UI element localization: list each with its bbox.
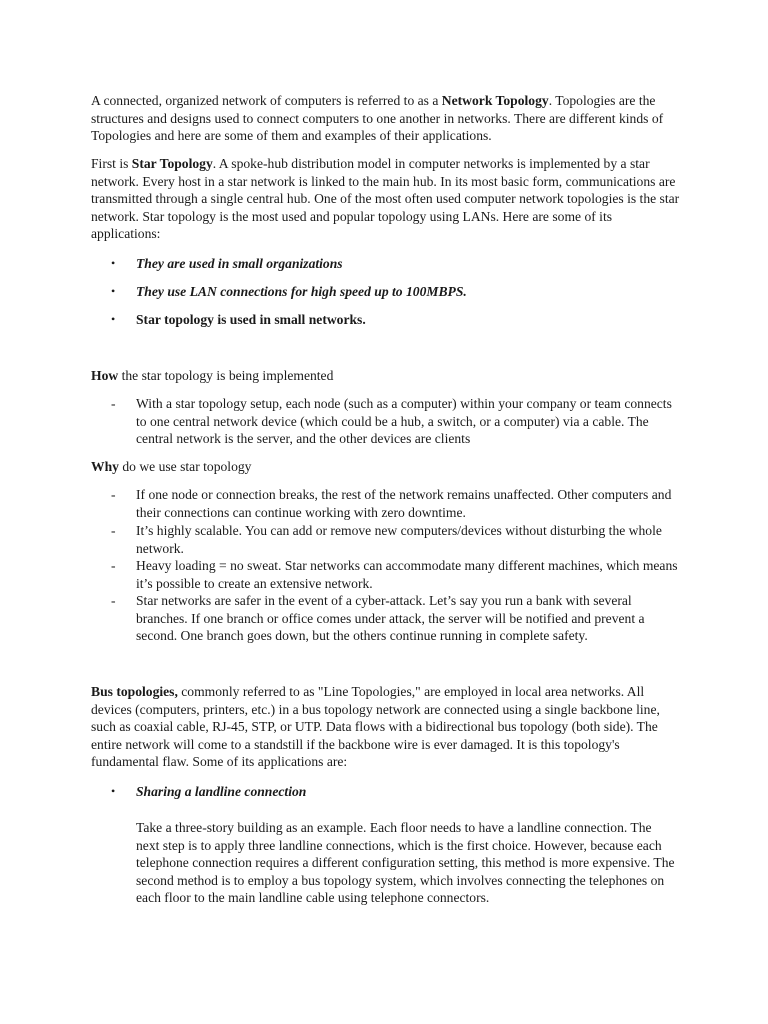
bullet-icon: • — [111, 784, 116, 798]
star-text-before: First is — [91, 156, 132, 171]
star-bullet-text: They use LAN connections for high speed up to 100MBPS. — [136, 284, 467, 299]
intro-text-after: . Topologies are the structures and designs used to connect computers to one another in networks. There are different kinds of Topologies and here are some of them and examples of their applications. — [91, 93, 664, 143]
why-heading-rest: do we use star topology — [118, 459, 252, 474]
why-item-text: If one node or connection breaks, the rest of the network remains unaffected. Other computers and their connections can continue working with zero downtime. — [136, 487, 672, 520]
why-dash-item — [91, 557, 681, 592]
star-bold-term: Star Topology — [131, 156, 213, 171]
dash-marker: - — [111, 558, 116, 573]
bus-paragraph — [91, 683, 681, 771]
why-bold-word: Why — [91, 459, 119, 474]
why-item-text: Heavy loading = no sweat. Star networks can accommodate many different machines, which means it’s possible to create an extensive network. — [136, 558, 678, 591]
why-dash-item — [91, 592, 681, 645]
bus-bullet-text: Sharing a landline connection — [136, 784, 307, 799]
how-bold-word: How — [91, 368, 119, 383]
why-dash-item — [91, 486, 681, 521]
how-item-text: With a star topology setup, each node (such as a computer) within your company or team connects to one central network device (which could be a hub, a switch, or a computer) via a cable. The central network is the server, and the other devices are clients — [136, 396, 672, 446]
star-bullet-text: Star topology is used in small networks. — [136, 312, 366, 327]
why-item-text: It’s highly scalable. You can add or remove new computers/devices without disturbing the whole network. — [136, 523, 662, 556]
how-heading-rest: the star topology is being implemented — [118, 368, 334, 383]
intro-paragraph — [91, 92, 681, 145]
star-paragraph — [91, 155, 681, 243]
star-bullet-text: They are used in small organizations — [136, 256, 343, 271]
intro-text-before: A connected, organized network of computers is referred to as a — [91, 93, 442, 108]
bullet-icon: • — [111, 256, 116, 270]
bullet-icon: • — [111, 312, 116, 326]
dash-marker: - — [111, 593, 116, 608]
how-heading — [91, 367, 681, 385]
intro-bold-term: Network Topology — [441, 93, 549, 108]
dash-marker: - — [111, 396, 116, 411]
landline-paragraph: Take a three-story building as an example. Each floor needs to have a landline connection. The next step is to apply three landline connections, which is the first choice. However, because each telephone connection requires a different configuration setting, this method is more expensive. The second method is to employ a bus topology system, which involves connecting the telephones on each floor to the main landline cable using telephone connectors. — [136, 820, 675, 905]
how-dash-item — [91, 395, 681, 448]
why-dash-item — [91, 522, 681, 557]
star-text-after: . A spoke-hub distribution model in computer networks is implemented by a star network. Every host in a star network is linked to the main hub. In its most basic form, communications are transmitted through a single central hub. One of the most often used computer network topologies is the star network. Star topology is the most used and popular topology using LANs. Here are some of its applications: — [91, 156, 680, 241]
why-item-text: Star networks are safer in the event of a cyber-attack. Let’s say you run a bank with several branches. If one branch or office comes under attack, the server will be notified and prevent a second. One branch goes down, but the others continue running in complete safety. — [136, 593, 645, 643]
dash-marker: - — [111, 523, 116, 538]
dash-marker: - — [111, 487, 116, 502]
bullet-icon: • — [111, 284, 116, 298]
why-heading — [91, 458, 681, 476]
bus-text-after: commonly referred to as "Line Topologies," are employed in local area networks. All devices (computers, printers, etc.) in a bus topology network are connected using a single backbone line, such as coaxial cable, RJ-45, STP, or UTP. Data flows with a bidirectional bus topology (both side). The entire network will come to a standstill if the backbone wire is ever damaged. It is this topology's fundamental flaw. Some of its applications are: — [91, 684, 660, 769]
bus-bold-term: Bus topologies, — [91, 684, 178, 699]
